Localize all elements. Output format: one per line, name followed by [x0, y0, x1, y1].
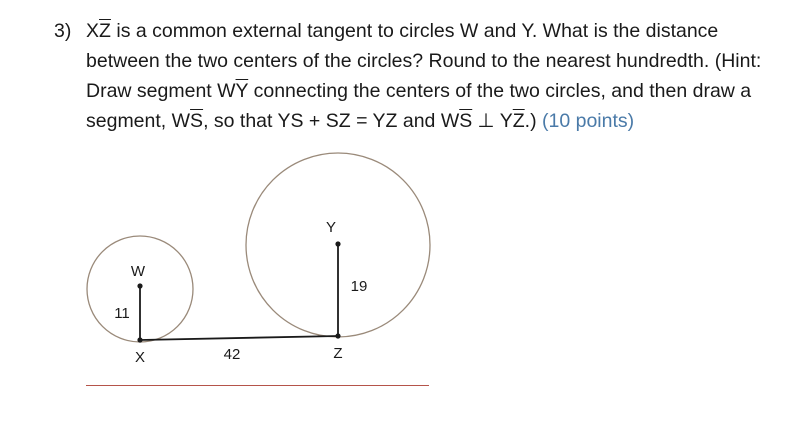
label-radius-w: 11	[114, 305, 130, 322]
question-text-part: ⊥	[472, 110, 500, 132]
label-tangent: 42	[223, 346, 241, 363]
segment-letter: $\overline{S}$	[459, 110, 473, 132]
question-text-part: .)	[524, 110, 543, 132]
segment-letter: $\overline{Z}$	[99, 20, 111, 42]
question-text-part: is a common external tangent to circles W and Y. What is the distance between the two centers of the circles? Round to the nearest hundredth. (Hint: Draw segment	[86, 20, 762, 102]
question-text-part: W	[440, 110, 460, 132]
segment-letter: $\overline{Z}$	[512, 110, 525, 132]
question-text-part: Y	[499, 110, 513, 132]
question-text-part: X	[86, 20, 100, 42]
question-text-part: , so that YS + SZ = YZ and	[203, 110, 441, 132]
label-w: W	[130, 263, 146, 280]
label-radius-y: 19	[350, 278, 368, 295]
question-text-part: connecting the centers of the two circles, and then draw a segment,	[86, 80, 752, 132]
label-z: Z	[333, 345, 343, 362]
points-label: (10 points)	[542, 110, 635, 132]
point-x	[137, 337, 142, 342]
point-z	[335, 333, 340, 338]
point-w	[137, 283, 142, 288]
question-text-part: W	[171, 110, 191, 132]
segment-letter: $\overline{S}$	[190, 110, 204, 132]
segment-letter: $\overline{Y}$	[235, 80, 249, 102]
tangent-segment	[140, 336, 338, 340]
label-y: Y	[325, 219, 337, 236]
point-y	[335, 241, 340, 246]
label-x: X	[134, 349, 146, 366]
answer-line	[86, 385, 429, 386]
question-text-part: W	[217, 80, 236, 102]
question-number: 3)	[54, 20, 72, 42]
